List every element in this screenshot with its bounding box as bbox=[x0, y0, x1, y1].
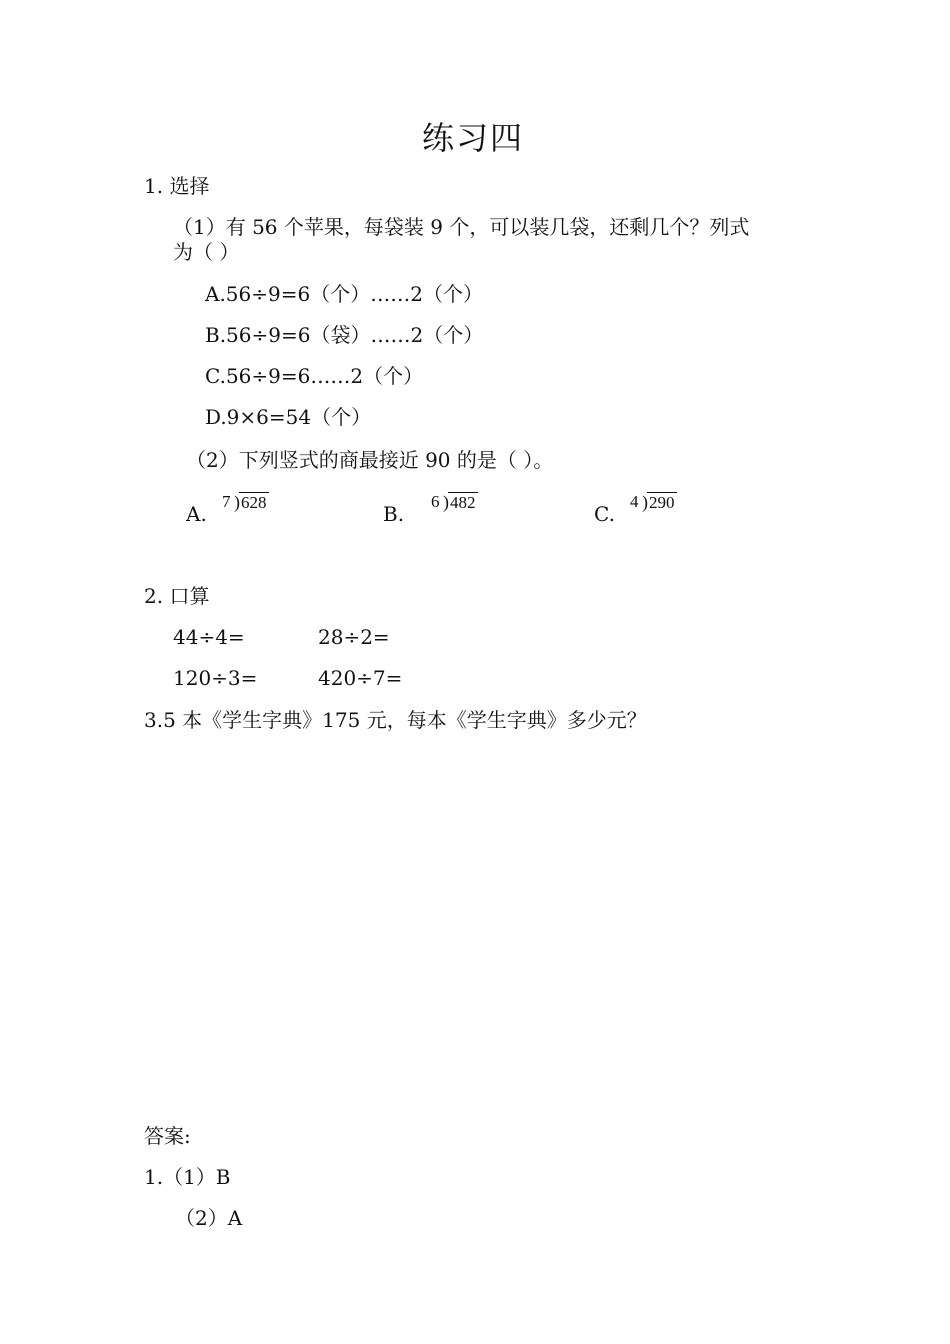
option-c: C.56÷9=6……2（个） bbox=[205, 364, 424, 388]
divisor-b: 6 bbox=[431, 492, 440, 511]
q1-sub1-line2: 为（ ） bbox=[173, 240, 240, 264]
q2-heading: 2. 口算 bbox=[144, 584, 210, 608]
page-title: 练习四 bbox=[422, 119, 525, 157]
choice-c-label: C. bbox=[594, 502, 615, 526]
q1-heading: 1. 选择 bbox=[144, 174, 210, 198]
q2-item-3: 120÷3= bbox=[173, 666, 258, 690]
divisor-a: 7 bbox=[222, 492, 231, 511]
division-bracket-icon: ) bbox=[642, 492, 648, 512]
q2-item-1: 44÷4= bbox=[173, 625, 245, 649]
choice-a bbox=[186, 490, 306, 530]
answer-line-1: 1.（1）B bbox=[144, 1165, 231, 1189]
answer-line-2: （2）A bbox=[175, 1206, 243, 1230]
choice-a-label: A. bbox=[186, 502, 207, 526]
dividend-a: 628 bbox=[241, 493, 267, 512]
division-bracket-icon: ) bbox=[234, 492, 240, 512]
choice-b bbox=[383, 490, 503, 530]
q1-sub2: （2）下列竖式的商最接近 90 的是（ ）。 bbox=[186, 448, 554, 472]
choice-b-label: B. bbox=[383, 502, 405, 526]
option-b: B.56÷9=6（袋）……2（个） bbox=[205, 323, 484, 347]
option-a: A.56÷9=6（个）……2（个） bbox=[205, 282, 483, 306]
answers-heading: 答案: bbox=[144, 1124, 191, 1148]
q1-sub1-line1: （1）有 56 个苹果，每袋装 9 个，可以装几袋，还剩几个？列式 bbox=[173, 215, 750, 239]
dividend-c: 290 bbox=[649, 493, 675, 512]
choice-c bbox=[594, 490, 714, 530]
dividend-b: 482 bbox=[450, 493, 476, 512]
division-bracket-icon: ) bbox=[443, 492, 449, 512]
option-d: D.9×6=54（个） bbox=[205, 405, 372, 429]
divisor-c: 4 bbox=[630, 492, 639, 511]
q3-text: 3.5 本《学生字典》175 元，每本《学生字典》多少元？ bbox=[144, 708, 647, 732]
q2-item-2: 28÷2= bbox=[318, 625, 390, 649]
q2-item-4: 420÷7= bbox=[318, 666, 403, 690]
